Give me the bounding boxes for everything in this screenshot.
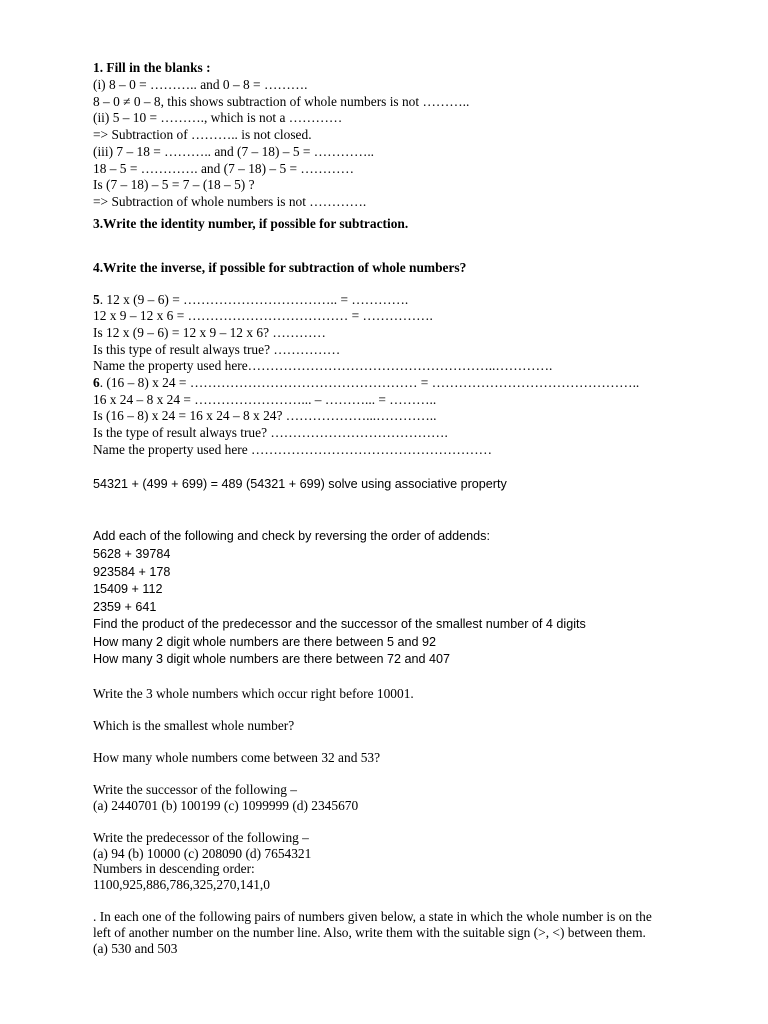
section5-line: Is 12 x (9 – 6) = 12 x 9 – 12 x 6? ………… [93, 325, 326, 340]
section1-line: Is (7 – 18) – 5 = 7 – (18 – 5) ? [93, 177, 255, 192]
section5-expression: . 12 x (9 – 6) = …………………………….. = …………. [99, 292, 409, 307]
associative-question: 54321 + (499 + 699) = 489 (54321 + 699) solve using associative property [93, 477, 507, 491]
section6-line: Is the type of result always true? …………………………………. [93, 425, 448, 440]
predecessor-title: Write the predecessor of the following – [93, 830, 309, 845]
section6-expression: . (16 – 8) x 24 = …………………………………………… = ……………………………………….. [99, 375, 640, 390]
section1-line: => Subtraction of ……….. is not closed. [93, 127, 312, 142]
section5-number: 5 [93, 292, 100, 307]
smallest-whole-number-question: Which is the smallest whole number? [93, 718, 295, 733]
section1-heading: 1. Fill in the blanks : [93, 60, 211, 75]
add-item: 923584 + 178 [93, 565, 171, 579]
descending-title: Numbers in descending order: [93, 861, 255, 876]
section6-number: 6 [93, 375, 100, 390]
predecessor-items: (a) 94 (b) 10000 (c) 208090 (d) 7654321 [93, 846, 312, 861]
section6-line [93, 375, 639, 391]
successor-items: (a) 2440701 (b) 100199 (c) 1099999 (d) 2345670 [93, 798, 359, 813]
section6-line: Is (16 – 8) x 24 = 16 x 24 – 8 x 24? ………………...………….. [93, 408, 437, 423]
pairs-instruction-line: . In each one of the following pairs of numbers given below, a state in which the whole number is on the [93, 909, 652, 924]
section5-line: Is this type of result always true? …………… [93, 342, 341, 357]
pairs-item: (a) 530 and 503 [93, 941, 178, 956]
descending-values: 1100,925,886,786,325,270,141,0 [93, 877, 270, 892]
three-digit-question: How many 3 digit whole numbers are there between 72 and 407 [93, 652, 451, 666]
between-numbers-question: How many whole numbers come between 32 and 53? [93, 750, 381, 765]
section5-line: Name the property used here………………………………………………..…………. [93, 358, 553, 373]
section3-heading: 3.Write the identity number, if possible for subtraction. [93, 216, 409, 231]
product-question: Find the product of the predecessor and the successor of the smallest number of 4 digits [93, 617, 586, 631]
section4-heading: 4.Write the inverse, if possible for subtraction of whole numbers? [93, 260, 467, 275]
section1-line: => Subtraction of whole numbers is not …………. [93, 194, 367, 209]
section5-line [93, 292, 408, 308]
pairs-instruction-line: left of another number on the number line. Also, write them with the suitable sign (>, <) between them. [93, 925, 646, 940]
section1-line: 18 – 5 = …………. and (7 – 18) – 5 = ………… [93, 161, 354, 176]
section1-line: (iii) 7 – 18 = ……….. and (7 – 18) – 5 = ………….. [93, 144, 375, 159]
section1-line: (i) 8 – 0 = ……….. and 0 – 8 = ………. [93, 77, 308, 92]
add-instruction: Add each of the following and check by reversing the order of addends: [93, 529, 490, 543]
add-item: 15409 + 112 [93, 582, 163, 596]
section1-line: 8 – 0 ≠ 0 – 8, this shows subtraction of whole numbers is not ……….. [93, 94, 470, 109]
two-digit-question: How many 2 digit whole numbers are there between 5 and 92 [93, 635, 437, 649]
section6-line: 16 x 24 – 8 x 24 = ……………………... – ………... = ……….. [93, 392, 437, 407]
add-item: 5628 + 39784 [93, 547, 171, 561]
add-item: 2359 + 641 [93, 600, 157, 614]
section1-line: (ii) 5 – 10 = ………., which is not a ………… [93, 110, 343, 125]
successor-title: Write the successor of the following – [93, 782, 297, 797]
section6-line: Name the property used here ……………………………………………… [93, 442, 493, 457]
section5-line: 12 x 9 – 12 x 6 = ……………………………… = ……………. [93, 308, 433, 323]
write-three-numbers-question: Write the 3 whole numbers which occur right before 10001. [93, 686, 414, 701]
